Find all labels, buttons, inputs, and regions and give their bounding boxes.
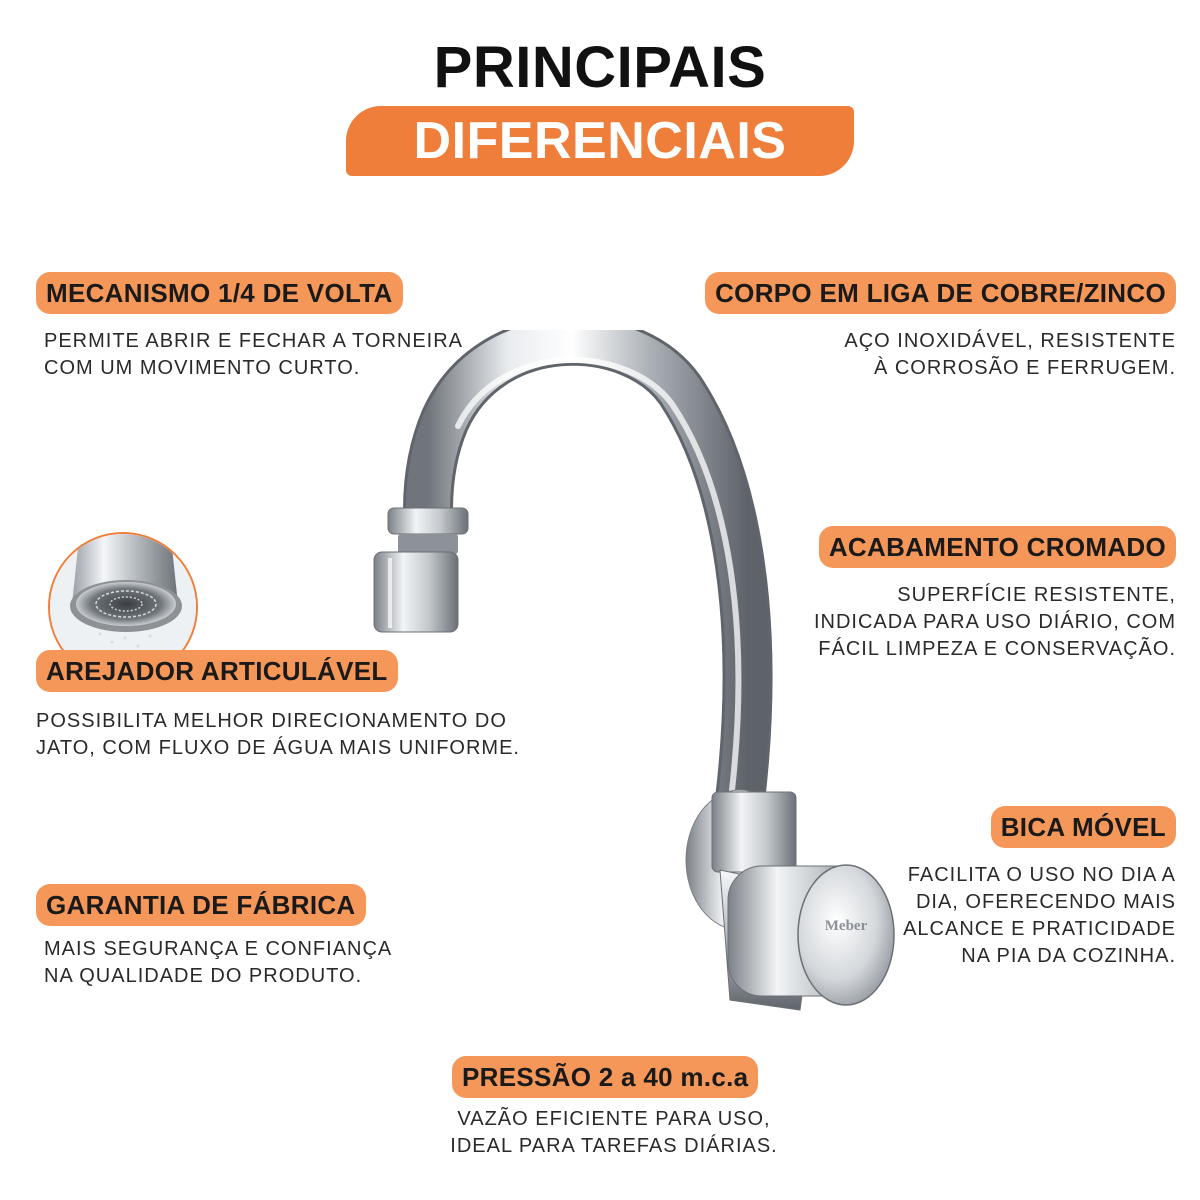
- title-banner: DIFERENCIAIS: [346, 106, 854, 176]
- faucet-image: [360, 330, 920, 1030]
- page-title: PRINCIPAIS: [433, 35, 767, 100]
- desc-line: SUPERFÍCIE RESISTENTE,: [897, 584, 1176, 606]
- brand-logo: Meber: [824, 918, 868, 934]
- feature-tag-mecanismo: MECANISMO 1/4 DE VOLTA: [36, 272, 403, 314]
- feature-tag-bica: BICA MÓVEL: [991, 806, 1176, 848]
- desc-line: IDEAL PARA TAREFAS DIÁRIAS.: [450, 1135, 778, 1157]
- desc-line: COM UM MOVIMENTO CURTO.: [44, 357, 361, 379]
- feature-tag-arejador: AREJADOR ARTICULÁVEL: [36, 650, 398, 692]
- desc-line: NA QUALIDADE DO PRODUTO.: [44, 965, 363, 987]
- feature-tag-acabamento: ACABAMENTO CROMADO: [819, 526, 1176, 568]
- feature-tag-garantia: GARANTIA DE FÁBRICA: [36, 884, 366, 926]
- feature-desc-bica: [903, 862, 1176, 970]
- desc-line: POSSIBILITA MELHOR DIRECIONAMENTO DO: [36, 710, 507, 732]
- feature-desc-garantia: [44, 936, 392, 990]
- feature-tag-corpo: CORPO EM LIGA DE COBRE/ZINCO: [705, 272, 1176, 314]
- desc-line: ALCANCE E PRATICIDADE: [903, 918, 1176, 940]
- desc-line: FACILITA O USO NO DIA A: [907, 864, 1176, 886]
- desc-line: VAZÃO EFICIENTE PARA USO,: [457, 1108, 771, 1130]
- desc-line: PERMITE ABRIR E FECHAR A TORNEIRA: [44, 330, 464, 352]
- desc-line: À CORROSÃO E FERRUGEM.: [873, 357, 1176, 379]
- desc-line: FÁCIL LIMPEZA E CONSERVAÇÃO.: [818, 638, 1176, 660]
- desc-line: AÇO INOXIDÁVEL, RESISTENTE: [844, 330, 1176, 352]
- desc-line: DIA, OFERECENDO MAIS: [915, 891, 1176, 913]
- desc-line: NA PIA DA COZINHA.: [961, 945, 1176, 967]
- desc-line: INDICADA PARA USO DIÁRIO, COM: [813, 611, 1176, 633]
- desc-line: MAIS SEGURANÇA E CONFIANÇA: [44, 938, 393, 960]
- feature-desc-pressao: [414, 1106, 814, 1160]
- feature-tag-pressao: PRESSÃO 2 a 40 m.c.a: [452, 1056, 758, 1098]
- desc-line: JATO, COM FLUXO DE ÁGUA MAIS UNIFORME.: [36, 737, 520, 759]
